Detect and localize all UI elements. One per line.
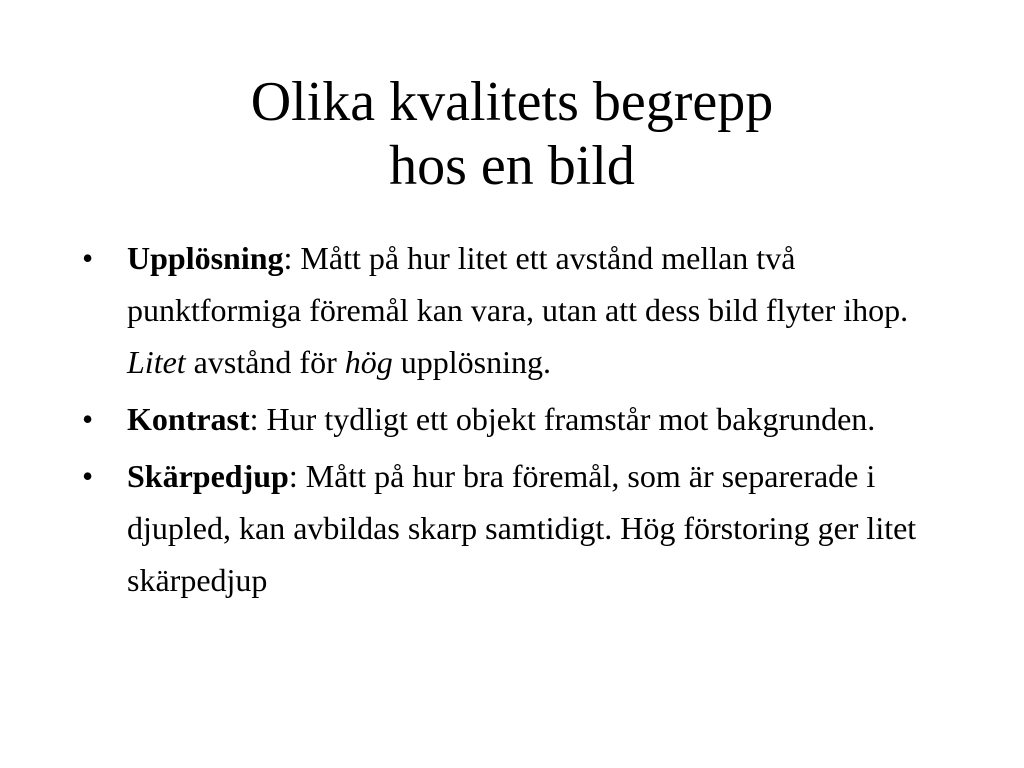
bullet-text: : Mått på hur litet ett avstånd mellan två punktformiga föremål kan vara, utan att dess bild flyter ihop. — [127, 240, 909, 328]
title-line-1: Olika kvalitets begrepp — [250, 71, 774, 133]
bullet-italic-text: hög — [344, 344, 393, 380]
bullet-text: : Mått på hur bra föremål, som är separerade i djupled, kan avbildas skarp samtidigt. Hög förstoring ger litet skärpedjup — [127, 458, 917, 598]
bullet-term: Upplösning — [127, 240, 284, 276]
bullet-text: avstånd för — [185, 344, 345, 380]
bullet-dot: • — [82, 401, 94, 437]
bullet-term: Skärpedjup — [127, 458, 289, 494]
bullet-text: : Hur tydligt ett objekt framstår mot bakgrunden. — [249, 401, 876, 437]
slide-title — [0, 70, 1024, 198]
bullet-text: upplösning. — [392, 344, 551, 380]
bullet-term: Kontrast — [127, 401, 250, 437]
title-line-2: hos en bild — [389, 135, 635, 197]
bullet-dot: • — [82, 240, 94, 276]
bullet-italic-text: Litet — [127, 344, 186, 380]
bullet-upplosning — [82, 232, 952, 388]
bullet-kontrast — [82, 393, 952, 445]
bullet-list — [82, 232, 952, 611]
bullet-skarpedjup — [82, 450, 952, 606]
bullet-dot: • — [82, 458, 94, 494]
